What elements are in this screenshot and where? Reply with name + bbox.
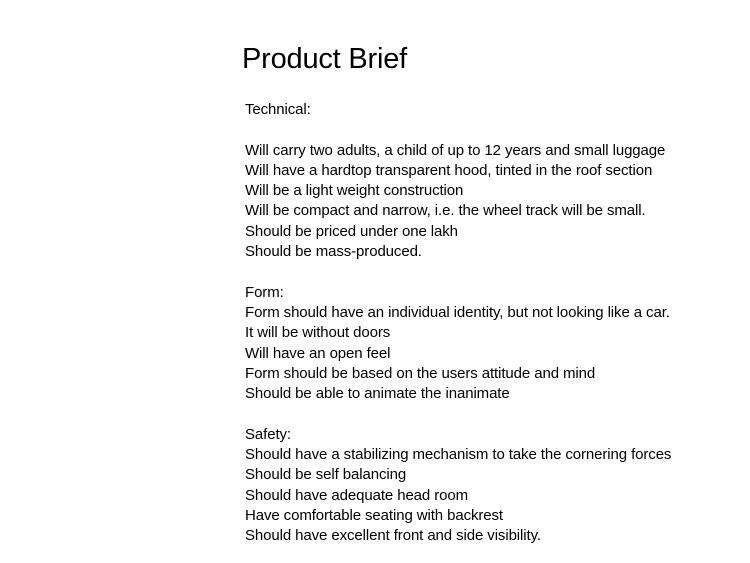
technical-line: Will be compact and narrow, i.e. the wheel track will be small.: [245, 202, 646, 220]
slide-title: Product Brief: [242, 43, 408, 75]
section-form: [245, 283, 671, 405]
section-technical: [245, 100, 671, 262]
safety-line: Should be self balancing: [245, 466, 407, 484]
section-heading-form: Form:: [245, 283, 284, 301]
section-heading-technical: Technical:: [245, 101, 311, 118]
slide-body-textbox: [245, 100, 671, 547]
safety-line: Should have adequate head room: [245, 486, 469, 504]
safety-line: Should have a stabilizing mechanism to take the cornering forces: [245, 446, 672, 464]
form-line: Should be able to animate the inanimate: [245, 385, 510, 403]
form-line: Will have an open feel: [245, 344, 391, 362]
form-line: It will be without doors: [245, 324, 391, 342]
technical-line: Will be a light weight construction: [245, 182, 464, 200]
form-line: Form should be based on the users attitude and mind: [245, 364, 596, 382]
technical-line: Will carry two adults, a child of up to 12 years and small luggage: [245, 141, 666, 159]
technical-line: Should be priced under one lakh: [245, 222, 458, 240]
safety-line: Should have excellent front and side visibility.: [245, 527, 541, 545]
section-safety: [245, 425, 671, 547]
technical-line: Will have a hardtop transparent hood, tinted in the roof section: [245, 161, 653, 179]
safety-line: Have comfortable seating with backrest: [245, 506, 503, 524]
technical-line: Should be mass-produced.: [245, 243, 422, 261]
section-heading-safety: Safety:: [245, 425, 291, 443]
form-line: Form should have an individual identity, but not looking like a car.: [245, 303, 670, 321]
